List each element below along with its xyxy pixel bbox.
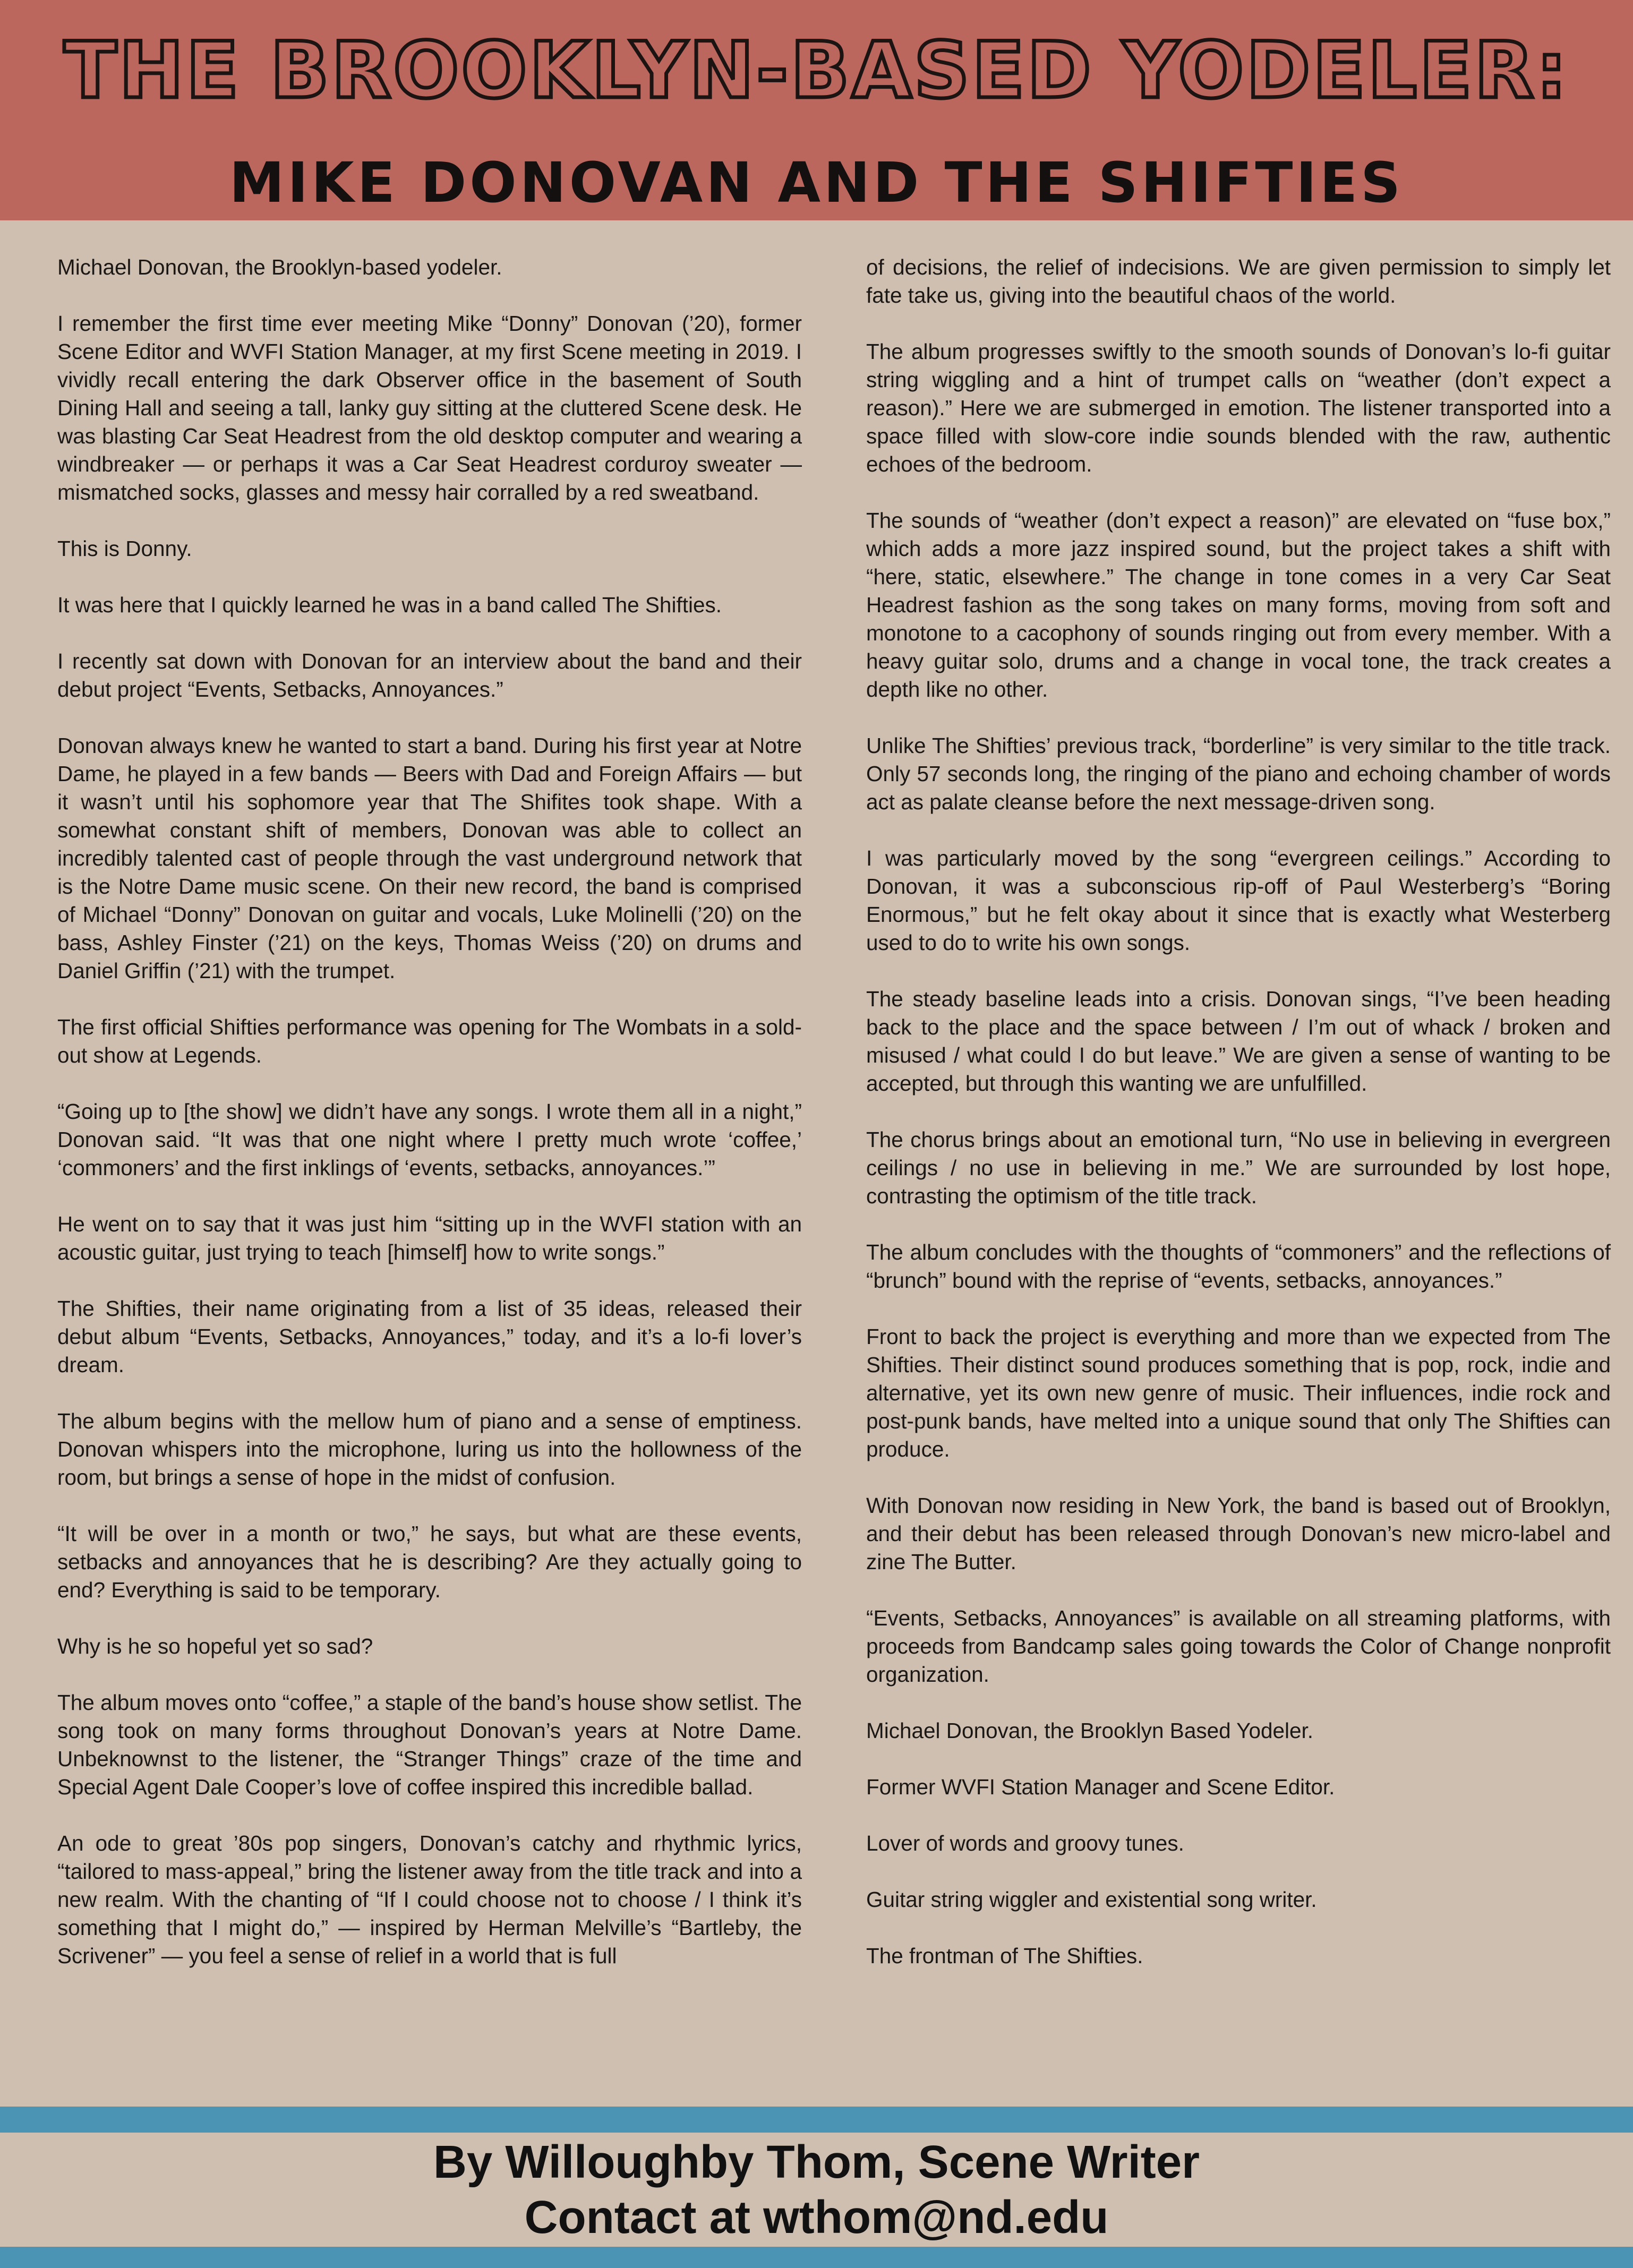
paragraph: The steady baseline leads into a crisis. Donovan sings, “I’ve been heading back to the place and the space between / I’m out of whack / broken and misused / what could I do but leave.” We are given a sense of wanting to be accepted, but through this wanting we are unfulfilled. <box>866 987 1611 1096</box>
paragraph: “Events, Setbacks, Annoyances” is available on all streaming platforms, with proceeds from Bandcamp sales going towards the Color of Change nonprofit organization. <box>866 1606 1611 1687</box>
paragraph: The album concludes with the thoughts of “commoners” and the reflections of “brunch” bound with the reprise of “events, setbacks, annoyances.” <box>866 1240 1611 1293</box>
paragraph: I remember the first time ever meeting Mike “Donny” Donovan (’20), former Scene Editor and WVFI Station Manager, at my first Scene meeting in 2019. I vividly recall entering the dark Observer office in the basement of South Dining Hall and seeing a tall, lanky guy sitting at the cluttered Scene desk. He was blasting Car Seat Headrest from the old desktop computer and wearing a windbreaker — or perhaps it was a Car Seat Headrest corduroy sweater — mismatched socks, glasses and messy hair corralled by a red sweatband. <box>57 311 802 504</box>
byline-block <box>0 2133 1633 2247</box>
paragraph: I recently sat down with Donovan for an interview about the band and their debut project “Events, Setbacks, Annoyances.” <box>57 649 802 701</box>
paragraph: Former WVFI Station Manager and Scene Editor. <box>866 1775 1335 1799</box>
header-banner <box>0 0 1633 220</box>
paragraph: Lover of words and groovy tunes. <box>866 1831 1184 1855</box>
paragraph: The album moves onto “coffee,” a staple of the band’s house show setlist. The song took on many forms throughout Donovan’s years at Notre Dame. Unbeknownst to the listener, the “Stranger Things” craze of the time and Special Agent Dale Cooper’s love of coffee inspired this incredible ballad. <box>57 1690 802 1799</box>
footer-band-bottom <box>0 2247 1633 2268</box>
paragraph: He went on to say that it was just him “sitting up in the WVFI station with an acoustic guitar, just trying to teach [himself] how to write songs.” <box>57 1212 802 1264</box>
paragraph: Unlike The Shifties’ previous track, “borderline” is very similar to the title track. Only 57 seconds long, the ringing of the piano and echoing chamber of words act as palate cleanse before the next message-driven song. <box>866 733 1611 814</box>
paragraph: The frontman of The Shifties. <box>866 1944 1143 1968</box>
paragraph: It was here that I quickly learned he was in a band called The Shifties. <box>57 593 722 617</box>
paragraph: Michael Donovan, the Brooklyn-based yodeler. <box>57 255 502 279</box>
paragraph: The sounds of “weather (don’t expect a reason)” are elevated on “fuse box,” which adds a more jazz inspired sound, but the project takes a shift with “here, static, elsewhere.” The change in tone comes in a very Car Seat Headrest fashion as the song takes on many forms, moving from soft and monotone to a cacophony of sounds ringing out from every member. With a heavy guitar solo, drums and a change in vocal tone, the track creates a depth like no other. <box>866 508 1611 701</box>
paragraph: “It will be over in a month or two,” he says, but what are these events, setbacks and annoyances that he is describing? Are they actually going to end? Everything is said to be temporary. <box>57 1521 802 1602</box>
headline: THE BROOKLYN-BASED YODELER: <box>64 25 1569 116</box>
paragraph: The first official Shifties performance was opening for The Wombats in a sold-out show at Legends. <box>57 1015 802 1067</box>
paragraph: With Donovan now residing in New York, the band is based out of Brooklyn, and their debut has been released through Donovan’s new micro-label and zine The Butter. <box>866 1493 1611 1574</box>
byline-contact: Contact at wthom@nd.edu <box>524 2192 1109 2243</box>
paragraph: Why is he so hopeful yet so sad? <box>57 1634 373 1658</box>
paragraph: Front to back the project is everything and more than we expected from The Shifties. Their distinct sound produces something that is pop, rock, indie and alternative, yet its own new genre of music. Their influences, indie rock and post-punk bands, have melted into a unique sound that only The Shifties can produce. <box>866 1324 1611 1461</box>
paragraph: of decisions, the relief of indecisions. We are given permission to simply let fate take us, giving into the beautiful chaos of the world. <box>866 255 1611 307</box>
footer-band-top <box>0 2107 1633 2133</box>
paragraph: I was particularly moved by the song “evergreen ceilings.” According to Donovan, it was a subconscious rip-off of Paul Westerberg’s “Boring Enormous,” but he felt okay about it since that is exactly what Westerberg used to do to write his own songs. <box>866 846 1611 955</box>
paragraph: The album progresses swiftly to the smooth sounds of Donovan’s lo-fi guitar string wiggling and a hint of trumpet calls on “weather (don’t expect a reason).” Here we are submerged in emotion. The listener transported into a space filled with slow-core indie sounds blended with the raw, authentic echoes of the bedroom. <box>866 339 1611 476</box>
paragraph: The album begins with the mellow hum of piano and a sense of emptiness. Donovan whispers into the microphone, luring us into the hollowness of the room, but brings a sense of hope in the midst of confusion. <box>57 1409 802 1490</box>
article-column-right <box>866 253 1611 1998</box>
paragraph: Michael Donovan, the Brooklyn Based Yodeler. <box>866 1718 1314 1743</box>
paragraph: Donovan always knew he wanted to start a band. During his first year at Notre Dame, he played in a few bands — Beers with Dad and Foreign Affairs — but it wasn’t until his sophomore year that The Shifites took shape. With a somewhat constant shift of members, Donovan was able to collect an incredibly talented cast of people through the vast underground network that is the Notre Dame music scene. On their new record, the band is comprised of Michael “Donny” Donovan on guitar and vocals, Luke Molinelli (’20) on the bass, Ashley Finster (’21) on the keys, Thomas Weiss (’20) on drums and Daniel Griffin (’21) with the trumpet. <box>57 733 802 983</box>
byline-author: By Willoughby Thom, Scene Writer <box>433 2136 1200 2188</box>
paragraph: The chorus brings about an emotional turn, “No use in believing in evergreen ceilings / no use in believing in me.” We are surrounded by lost hope, contrasting the optimism of the title track. <box>866 1127 1611 1208</box>
paragraph: The Shifties, their name originating from a list of 35 ideas, released their debut album “Events, Setbacks, Annoyances,” today, and it’s a lo-fi lover’s dream. <box>57 1296 802 1377</box>
paragraph: This is Donny. <box>57 536 192 561</box>
paragraph: An ode to great ’80s pop singers, Donovan’s catchy and rhythmic lyrics, “tailored to mass-appeal,” bring the listener away from the title track and into a new realm. With the chanting of “If I could choose not to choose / I think it’s something that I might do,” — inspired by Herman Melville’s “Bartleby, the Scrivener” — you feel a sense of relief in a world that is full <box>57 1831 802 1968</box>
subheadline: MIKE DONOVAN AND THE SHIFTIES <box>229 150 1404 215</box>
article-column-left <box>57 253 802 1998</box>
paragraph: “Going up to [the show] we didn’t have any songs. I wrote them all in a night,” Donovan said. “It was that one night where I pretty much wrote ‘coffee,’ ‘commoners’ and the first inklings of ‘events, setbacks, annoyances.’” <box>57 1099 802 1180</box>
paragraph: Guitar string wiggler and existential song writer. <box>866 1887 1317 1912</box>
